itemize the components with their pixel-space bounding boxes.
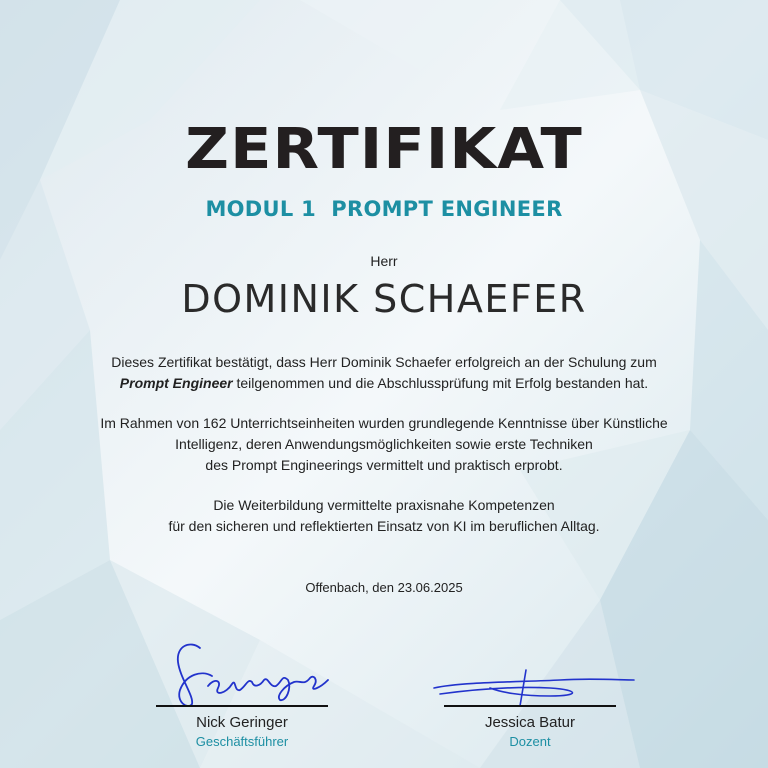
competence-paragraph xyxy=(40,495,728,537)
course-name: Prompt Engineer xyxy=(119,375,233,391)
competence-line-1: Die Weiterbildung vermittelte praxisnahe Kompetenzen xyxy=(213,497,555,513)
content-line-3: des Prompt Engineerings vermittelt und praktisch erprobt. xyxy=(205,457,563,473)
content-paragraph xyxy=(40,413,728,476)
signature-line xyxy=(444,705,616,707)
handwritten-signature-icon xyxy=(142,630,362,710)
salutation: Herr xyxy=(370,253,398,269)
certificate-subtitle: MODUL 1 PROMPT ENGINEER xyxy=(205,197,563,221)
signer-name: Jessica Batur xyxy=(484,714,576,731)
certificate-title: ZERTIFIKAT xyxy=(185,117,583,182)
signer-role: Geschäftsführer xyxy=(195,734,289,749)
confirmation-line-1: Dieses Zertifikat bestätigt, dass Herr Dominik Schaefer erfolgreich an der Schulung zum xyxy=(111,354,657,370)
recipient-name: DOMINIK SCHAEFER xyxy=(181,277,587,321)
competence-line-2: für den sicheren und reflektierten Einsatz von KI im beruflichen Alltag. xyxy=(168,518,600,534)
content-line-1: Im Rahmen von 162 Unterrichtseinheiten wurden grundlegende Kenntnisse über Künstliche xyxy=(100,415,668,431)
signature-block-ceo xyxy=(142,630,342,750)
confirmation-line-2 xyxy=(40,373,728,394)
signature-line xyxy=(156,705,328,707)
signer-name: Nick Geringer xyxy=(196,714,288,731)
confirmation-line-2-rest: teilgenommen und die Abschlussprüfung mit Erfolg bestanden hat. xyxy=(232,375,649,391)
handwritten-signature-icon xyxy=(430,630,650,710)
place-date: Offenbach, den 23.06.2025 xyxy=(305,580,463,595)
content-line-2: Intelligenz, deren Anwendungsmöglichkeiten sowie erste Techniken xyxy=(175,436,593,452)
signature-block-lecturer xyxy=(430,630,630,750)
confirmation-paragraph xyxy=(40,352,728,394)
signer-role: Dozent xyxy=(509,734,551,749)
